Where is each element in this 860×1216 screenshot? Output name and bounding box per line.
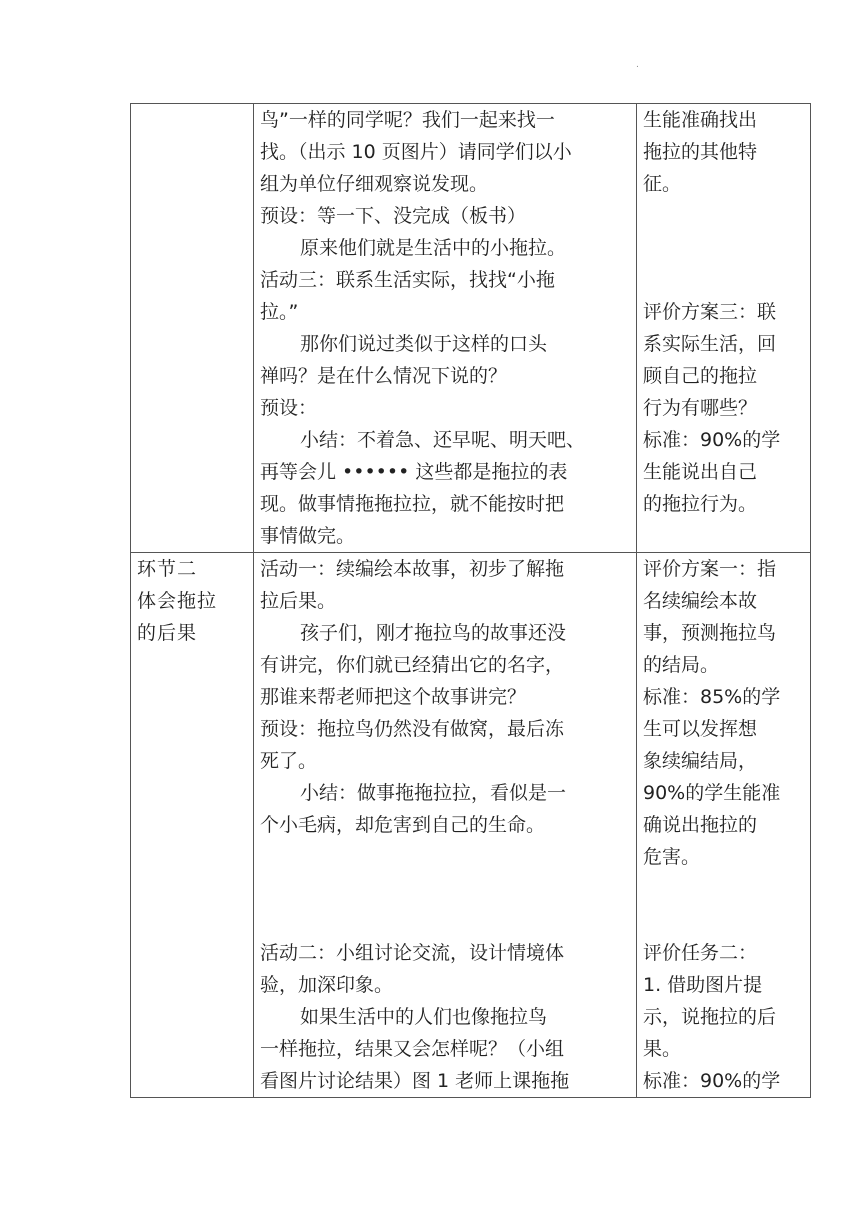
text-line: 组为单位仔细观察说发现。 bbox=[260, 173, 489, 195]
text-line: 原来他们就是生活中的小拖拉。 bbox=[300, 237, 567, 259]
text-line bbox=[643, 873, 804, 905]
text-line: 事，预测拖拉鸟 bbox=[643, 622, 777, 644]
text-line: 的拖拉行为。 bbox=[643, 493, 758, 515]
text-line: 现。做事情拖拖拉拉，就不能按时把 bbox=[260, 493, 565, 515]
text-line: 90%的学生能准 bbox=[643, 782, 781, 804]
text-line: 那你们说过类似于这样的口头 bbox=[300, 333, 548, 355]
text-line: 一样拖拉，结果又会怎样呢？（小组 bbox=[260, 1038, 565, 1060]
text-line bbox=[643, 905, 804, 937]
text-line bbox=[260, 841, 630, 873]
text-line: 活动三：联系生活实际，找找“小拖 bbox=[260, 269, 555, 291]
text-line: 危害。 bbox=[643, 846, 701, 868]
text-line: 活动二：小组讨论交流，设计情境体 bbox=[260, 942, 565, 964]
text-line: 1. 借助图片提 bbox=[643, 974, 763, 996]
text-line: 死了。 bbox=[260, 750, 318, 772]
activity-cell bbox=[254, 553, 637, 1098]
text-line: 个小毛病，却危害到自己的生命。 bbox=[260, 814, 546, 836]
text-line bbox=[643, 200, 804, 232]
text-line: 预设：等一下、没完成（板书） bbox=[260, 205, 527, 227]
text-line: 果。 bbox=[643, 1038, 682, 1060]
text-line: 那谁来帮老师把这个故事讲完？ bbox=[260, 686, 527, 708]
text-line: 验，加深印象。 bbox=[260, 974, 394, 996]
text-line: 的结局。 bbox=[643, 654, 720, 676]
text-line: 有讲完，你们就已经猜出它的名字， bbox=[260, 654, 565, 676]
text-line: 标准：90%的学 bbox=[643, 429, 781, 451]
evaluation-cell bbox=[637, 104, 811, 553]
text-line: 顾自己的拖拉 bbox=[643, 365, 758, 387]
text-line bbox=[260, 905, 630, 937]
text-line: 生能准确找出 bbox=[643, 109, 758, 131]
text-line bbox=[643, 232, 804, 264]
text-line: 评价方案三：联 bbox=[643, 301, 777, 323]
text-line: 系实际生活，回 bbox=[643, 333, 777, 355]
stage-cell bbox=[131, 553, 254, 1098]
text-line: 禅吗？是在什么情况下说的？ bbox=[260, 365, 508, 387]
text-line: 征。 bbox=[643, 173, 682, 195]
text-line: 小结：做事拖拖拉拉，看似是一 bbox=[300, 782, 567, 804]
text-line: 名续编绘本故 bbox=[643, 590, 758, 612]
text-line: 孩子们，刚才拖拉鸟的故事还没 bbox=[300, 622, 567, 644]
text-line bbox=[643, 264, 804, 296]
text-line: 示，说拖拉的后 bbox=[643, 1006, 777, 1028]
text-line: 行为有哪些？ bbox=[643, 397, 758, 419]
text-line: 评价任务二： bbox=[643, 942, 758, 964]
table-row bbox=[131, 104, 811, 553]
text-line: 象续编结局， bbox=[643, 750, 758, 772]
text-line: 标准：85%的学 bbox=[643, 686, 781, 708]
text-line: 确说出拖拉的 bbox=[643, 814, 758, 836]
lesson-plan-table bbox=[130, 103, 811, 1098]
text-line: 评价方案一：指 bbox=[643, 558, 777, 580]
text-line: 标准：90%的学 bbox=[643, 1070, 781, 1092]
text-line: 拉。” bbox=[260, 301, 299, 323]
text-line: 环节二 bbox=[137, 558, 198, 580]
text-line: 看图片讨论结果）图 1 老师上课拖拖 bbox=[260, 1070, 570, 1092]
text-line bbox=[260, 873, 630, 905]
evaluation-cell bbox=[637, 553, 811, 1098]
text-line: 预设：拖拉鸟仍然没有做窝，最后冻 bbox=[260, 718, 565, 740]
table-row bbox=[131, 553, 811, 1098]
text-line: 体会拖拉 bbox=[137, 590, 218, 612]
text-line: 如果生活中的人们也像拖拉鸟 bbox=[300, 1006, 548, 1028]
text-line: 拖拉的其他特 bbox=[643, 141, 758, 163]
text-line: 生可以发挥想 bbox=[643, 718, 758, 740]
activity-cell bbox=[254, 104, 637, 553]
page-mark: . bbox=[636, 60, 639, 70]
text-line: 预设： bbox=[260, 397, 318, 419]
text-line: 找。（出示 10 页图片）请同学们以小 bbox=[260, 141, 572, 163]
stage-cell bbox=[131, 104, 254, 553]
text-line: 事情做完。 bbox=[260, 525, 356, 547]
text-line: 小结：不着急、还早呢、明天吧、 bbox=[300, 429, 586, 451]
text-line: 鸟”一样的同学呢？我们一起来找一 bbox=[260, 109, 555, 131]
text-line: 的后果 bbox=[137, 622, 198, 644]
text-line: 活动一：续编绘本故事，初步了解拖 bbox=[260, 558, 565, 580]
text-line: 生能说出自己 bbox=[643, 461, 758, 483]
text-line: 再等会儿 •••••• 这些都是拖拉的表 bbox=[260, 461, 568, 483]
text-line: 拉后果。 bbox=[260, 590, 337, 612]
